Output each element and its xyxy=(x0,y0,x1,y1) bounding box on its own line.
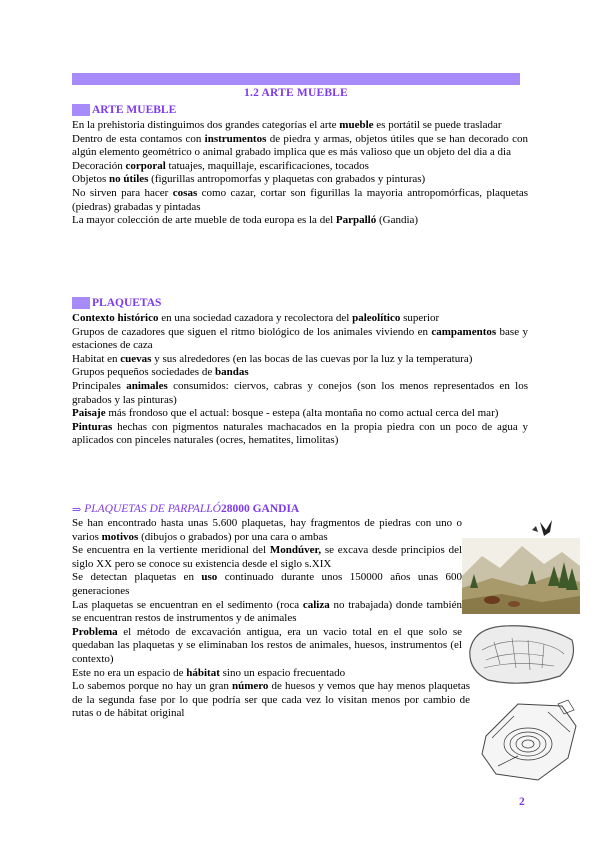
paragraph: Paisaje más frondoso que el actual: bosque - estepa (alta montaña no como actual cerca del mar) xyxy=(72,407,499,420)
section-heading xyxy=(72,103,528,117)
paragraph: Habitat en cuevas y sus alrededores (en las bocas de las cuevas por la luz y la temperatura) xyxy=(72,352,473,365)
paragraph: Lo sabemos porque no hay un gran número de huesos y vemos que hay menos plaquetas de la segunda fase por lo que podría ser que cada vez lo visitan menos por cambio de rutas o de hábitat original xyxy=(72,680,470,720)
page-number: 2 xyxy=(519,796,525,808)
paragraph: Dentro de esta contamos con instrumentos de piedra y armas, objetos útiles que se han decorado con algún elemento geométrico o animal grabado implica que es más valioso que un objeto del dia a dia xyxy=(72,132,528,159)
paragraph: Grupos pequeños sociedades de bandas xyxy=(72,366,249,379)
chapter-title: 1.2 ARTE MUEBLE xyxy=(244,87,348,99)
header-bar xyxy=(72,73,520,85)
paragraph: En la prehistoria distinguimos dos grandes categorías el arte mueble es portátil se puede trasladar xyxy=(72,119,502,131)
paragraph: Problema el método de excavación antigua, era un vacio total en el que solo se quedaban las plaquetas y se eliminaban los restos de animales, huesos, instrumentos (el contexto) xyxy=(72,625,462,665)
subsection-heading: ⇒ PLAQUETAS DE PARPALLÓ 28000 GANDIA xyxy=(72,503,300,516)
paragraph: Se han encontrado hasta unas 5.600 plaquetas, hay fragmentos de piedras con uno o varios motivos (dibujos o grabados) por una cara o ambas xyxy=(72,517,462,543)
heading-marker-icon xyxy=(72,297,90,309)
paragraph: Objetos no útiles (figurillas antropomorfas y plaquetas con grabados y pinturas) xyxy=(72,173,426,186)
engraved-plaque-illustration xyxy=(464,620,580,690)
section-parpallo xyxy=(72,501,528,721)
paragraph: Contexto histórico en una sociedad cazadora y recolectora del paleolítico superior xyxy=(72,312,440,324)
paragraph: Principales animales consumidos: ciervos, cabras y conejos (son los menos representados en los grabados y las pinturas) xyxy=(72,379,528,406)
paragraph: Se detectan plaquetas en uso continuado durante unos 150000 años unas 600 generaciones xyxy=(72,571,462,597)
section-heading xyxy=(72,296,528,310)
paragraph: Se encuentra en la vertiente meridional del Mondúver, se excava desde principios del siglo XX pero se conoce su existencia desde el siglo s.XIX xyxy=(72,544,463,570)
section-arte-mueble xyxy=(72,103,528,228)
paragraph: Este no era un espacio de hábitat sino un espacio frecuentado xyxy=(72,666,346,679)
paragraph: No sirven para hacer cosas como cazar, cortar son figurillas la mayoria antropomórficas, plaquetas (piedras) grabadas y pintadas xyxy=(72,186,528,213)
plaque-drawing-illustration xyxy=(478,696,582,784)
paragraph: Las plaquetas se encuentran en el sedimento (roca caliza no trabajada) donde también se encuentran restos de instrumentos y de animales xyxy=(72,598,462,625)
paragraph: La mayor colección de arte mueble de toda europa es la del Parpalló (Gandia) xyxy=(72,214,419,227)
section-heading-text: PLAQUETAS xyxy=(92,297,162,309)
prehistoric-landscape-illustration xyxy=(462,516,580,614)
section-heading-text: ARTE MUEBLE xyxy=(92,104,177,116)
section-plaquetas xyxy=(72,296,528,448)
heading-marker-icon xyxy=(72,104,90,116)
paragraph: Grupos de cazadores que siguen el ritmo biológico de los animales viviendo en campamentos base y estaciones de caza xyxy=(72,325,528,352)
paragraph: Decoración corporal tatuajes, maquillaje, escarificaciones, tocados xyxy=(72,159,369,172)
arrow-right-icon: ⇒ xyxy=(72,503,82,516)
paragraph: Pinturas hechas con pigmentos naturales machacados en la propia piedra con un poco de agua y aplicados con pinceles naturales (ocres, hematites, limolitas) xyxy=(72,420,528,447)
